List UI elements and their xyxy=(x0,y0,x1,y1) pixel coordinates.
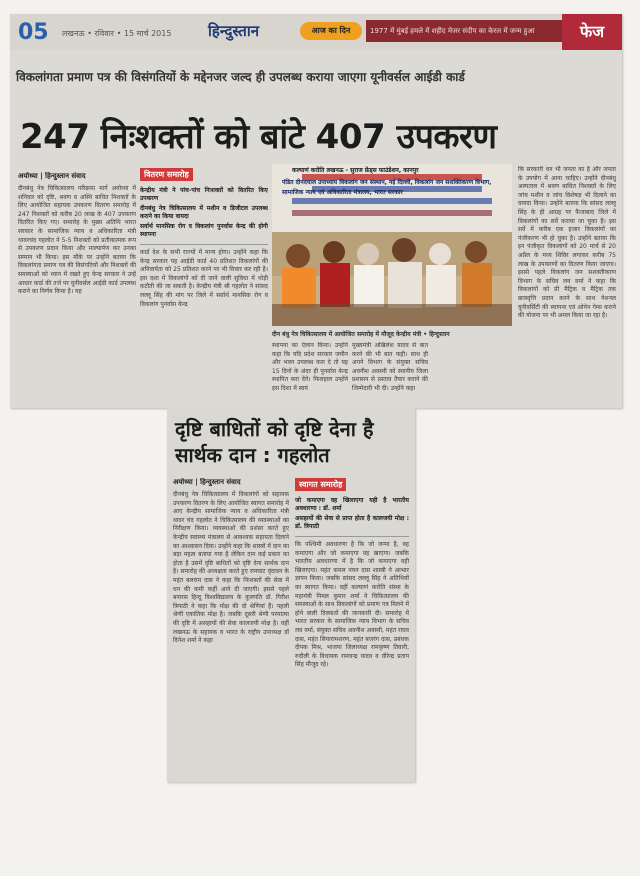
event-photo xyxy=(272,164,512,326)
story1-col1-text: दीनबंधु नेत्र चिकित्सालय परिक्रमा मार्ग अयोध्या में शनिवार को दृष्टि, श्रवण व अस्थि बाधित निशक्तों के लिए आयोजित सहायक उपकरण वितरण समारोह में 247 निशक्तों को करीब 20 लाख के 407 उपकरण वितरित किए गए। समारोह के मुख्य अतिथि भारत सरकार के सामाजिक न्याय व अधिकारिता मंत्री थावरचंद गहलोत ने 5-5 निशक्तों को प्रतीकात्मक रूप से उपकरण प्रदान किया और माल्यार्पण कर उनका सम्मान भी किया। इस मौके पर उन्होंने बताया कि विकलांगता प्रमाण पत्र की विसंगतियों और निशक्तों की समस्याओं को ध्यान में रखते हुए केन्द्र सरकार ने उन्हें आधार कार्ड की तर्ज पर यूनीवर्सल आईडी कार्ड उपलब्ध कराने का निर्णय किया है। यह xyxy=(18,185,136,296)
photo-banner-line-2: पंडित दीनदयाल उपाध्याय विकलांग जन संस्थान, नई दिल्ली, विकलांग जन सशक्तिकरण विभाग, सामाजिक न्याय एवं अधिकारिता मंत्रालय, भारत सरकार xyxy=(282,179,492,196)
news-clipping-second xyxy=(167,408,415,782)
news-clipping-main xyxy=(10,14,622,408)
story1-kicker: विकलांगता प्रमाण पत्र की विसंगतियों के मद्देनजर जल्द ही उपलब्ध कराया जाएगा यूनीवर्सल आईडी कार्ड xyxy=(16,70,465,84)
story2-box-title: स्वागत समारोह xyxy=(295,478,346,491)
masthead-logo: हिन्दुस्तान xyxy=(208,22,260,40)
page-header-strip xyxy=(10,14,622,50)
story1-box-item: केन्द्रीय मंत्री ने पांच-पांच निःशक्तों को वितरित किए उपकरण xyxy=(140,187,268,202)
story2-column-1 xyxy=(173,478,289,776)
story2-headline: दृष्टि बाधितों को दृष्टि देना है सार्थक दान : गहलोत xyxy=(175,417,374,467)
story2-col2-text: कि पश्चिमी अवधारणा है कि जो जन्मा है, वह कमाएगा और जो कमाएगा वह खाएगा। जबकि भारतीय अवधारणा में है कि जो कमाएगा वही खिलाएगा। महंत कमल नयन दास शास्त्री ने आभार ज्ञापन किया। जबकि सांसद लल्लू सिंह ने अतिथियों का स्वागत किया। वहीं कल्याणं करोति संस्था के महामंत्री निमल कुमार शर्मा ने चिकित्सालय की समस्याओं के साथ विकलांगों को प्रमाण पत्र मिलने में होने वाली दिक्कतों की जानकारी दी। समारोह में भारत सरकार के सामाजिक न्याय विभाग के सचिव लव वर्मा, संयुक्त सचिव अवनीश अवस्थी, महंत राघव दास, महंत सियारामशरण, महंत बजरंग दास, प्रबंधक दीपक मिश्र, भाजपा जिलाध्यक्ष रामकृष्ण तिवारी, रुदौली के विधायक रामचन्द्र यादव व वीरेन्द्र प्रताप सिंह मौजूद रहे। xyxy=(295,541,409,669)
story1-byline: अयोध्या | हिन्दुस्तान संवाद xyxy=(18,172,86,180)
story1-box-item: दीनबंधु नेत्र चिकित्सालय में मशीन व डिजीटल उपलब्ध कराने का किया वायदा xyxy=(140,205,268,220)
story1-col4-text: मुख्यमंत्री अखिलेश यादव से बात करने की भी बात कही। साथ ही अपने विभाग के संयुक्त सचिव अवनीश अवस्थी को स्थानीय जिला प्रशासन से प्रस्ताव तैयार कराने की जिम्मेदारी भी दी। उन्होंने कहा xyxy=(352,342,428,392)
story1-box-item: सर्वार्थ मानसिक रोग व विकलांग पुनर्वास केन्द्र की होगी स्थापना xyxy=(140,223,268,238)
story2-column-2 xyxy=(295,478,409,776)
edition-date: लखनऊ • रविवार • 15 मार्च 2015 xyxy=(62,29,172,38)
story1-col3-text: स्थापना का ऐलान किया। उन्होंने कहा कि यदि प्रदेश सरकार जमीन और भवन उपलब्ध करा दे तो यह 15 दिनों के अंदर ही पुनर्वास केन्द्र स्थापित करा देंगे। फिलहाल उन्होंने इस दिशा में स्वयं xyxy=(272,342,348,392)
story2-col1-text: दीनबंधु नेत्र चिकित्सालय में विकलांगों को सहायक उपकरण वितरण के लिए आयोजित स्वागत समारोह में आए केन्द्रीय सामाजिक न्याय व अधिकारिता मंत्री थावर चंद गहलोत ने चिकित्सालय की व्यवस्थाओं का निरीक्षण किया। व्यवस्थाओं की प्रशंसा करते हुए केन्द्रीय स्वास्थ्य मंत्रालय से आवश्यक सहायता दिलाने का आश्वासन दिया। उन्होंने कहा कि शास्त्रों में दान का बड़ा महत्व बताया गया है लेकिन दान कई प्रकार का होता है उसमें दृष्टि बाधितों को दृष्टि देना सार्थक दान है। समारोह की अध्यक्षता करते हुए रामघाट वृंदावन के महंत बलराम दास ने कहा कि निःशक्तों की सेवा में धन की कमी कहीं आने दी जाएगी। इससे पहले बनारस हिन्दू विश्वविद्यालय के कुलपति डॉ. गिरीश त्रिपाठी ने कहा कि मोक्ष की दो श्रेणियां हैं। पहली श्रेणी एकांतिक मोक्ष है। जबकि दूसरी श्रेणी परमात्मा की दृष्टि में असहायों की सेवा कालजयी मोक्ष है। वहीं लखनऊ के सहायक व भारत के राष्ट्रीय उपाध्यक्ष डॉ दिनेश शर्मा ने कहा xyxy=(173,491,289,645)
story1-column-2 xyxy=(140,168,268,402)
section-label: फेज xyxy=(562,14,622,50)
story2-box-item: जो कमाएगा वह खिलाएगा यही है भारतीय अवधारणा : डॉ. शर्मा xyxy=(295,497,409,512)
aaj-ka-din-text: 1977 में मुंबई हमले में शहीद मेजर संदीप का केरल में जन्म हुआ xyxy=(366,20,562,42)
story2-byline: अयोध्या | हिन्दुस्तान संवाद xyxy=(173,478,241,486)
story1-box-title: वितरण समारोह xyxy=(140,168,193,181)
story1-col2-text: कार्ड देश के सभी राज्यों में मान्य होगा। उन्होंने कहा कि केन्द्र सरकार यह आईडी कार्ड 40 प्रतिशत विकलांगों की अनिवार्यता को 25 प्रतिशत करने पर भी विचार कर रही है। इस दशा में विकलांगों को दी जाने वाली सुविधा में थोड़ी कटौती की जा सकती है। केन्द्रीय मंत्री श्री गहलोत ने सांसद लल्लू सिंह की मांग पर जिले में सर्वार्थ मानसिक रोग व विकलांग पुनर्वास केन्द्र xyxy=(140,249,268,308)
story2-box-item: असहायों की सेवा से प्राप्त होता है कालजयी मोक्ष : डॉ. त्रिपाठी xyxy=(295,515,409,530)
story1-headline: 247 निःशक्तों को बांटे 407 उपकरण xyxy=(20,117,497,157)
aaj-ka-din-badge: आज का दिन xyxy=(300,22,362,40)
page-number: 05 xyxy=(18,20,49,45)
photo-caption: दीन बंधु नेत्र चिकित्सालय में आयोजित समारोह में मौजूद केन्द्रीय मंत्री • हिन्दुस्तान xyxy=(272,331,450,338)
story1-col5-text: कि सरकारी धन भी जनता का है और जनता के उपयोग में आना चाहिए। उन्होंने दीनबंधु अस्पताल में श्रवण बाधित निशक्तों के लिए जांच मशीन व जांच विशेषज्ञ भी दिलाने का वायदा किया। उन्होंने बताया कि सांसद लल्लू सिंह के ही आग्रह पर फैजाबाद जिले में विकलांगों का सर्वे कराया जा चुका है। इस सर्वे में करीब एक हजार विकलांगों का पंजीकरण भी हो चुका है। उन्होंने बताया कि इन पंजीकृत विकलांगों को 20 मार्च से 20 अप्रैल के मध्य शिविर लगाकर करीब 75 लाख के उपकरणों का वितरण किया जाएगा। इससे पहले विकलांग जन सशक्तीकरण विभाग के सचिव लव वर्मा ने कहा कि विकलांगों को प्री मैट्रिक व मैट्रिक तक छात्रवृत्ति प्रदान करने के साथ नेशनल यूनीवर्सिटी की स्थापना एवं ओपेन गेम्स कराने की योजना पर भी अमल किया जा रहा है। xyxy=(518,166,616,320)
photo-banner-line-1: कल्याणं करोति लखनऊ - सुराज फ्रेंड्स फाउंडेशन, कानपुर xyxy=(292,167,419,174)
story1-column-1 xyxy=(18,172,136,402)
